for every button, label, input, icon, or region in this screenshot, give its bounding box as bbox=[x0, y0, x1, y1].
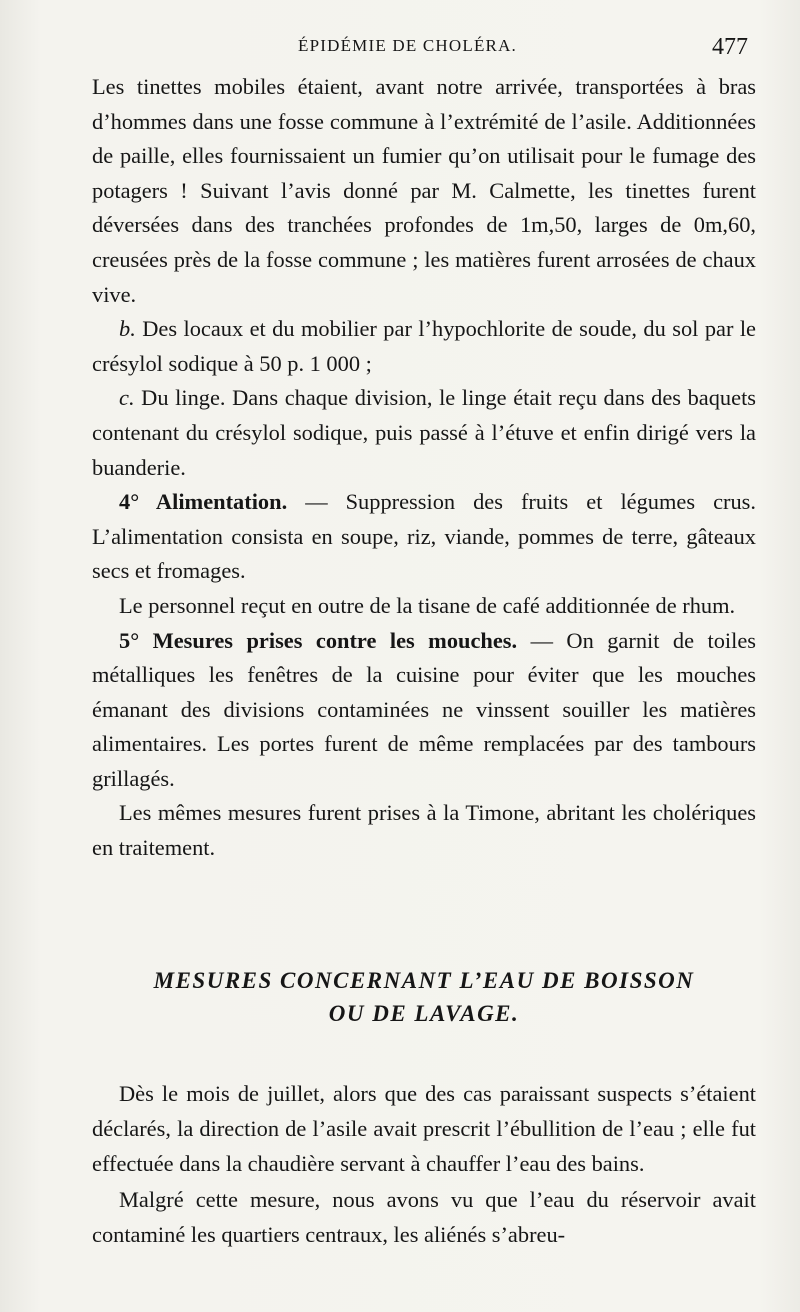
paragraph-c-text: Du linge. Dans chaque division, le linge était reçu dans des baquets contenant du crésylol sodique, puis passé à l’étuve et enfin dirigé vers la buanderie. bbox=[92, 385, 756, 480]
paragraph-tinettes: Les tinettes mobiles étaient, avant notre arrivée, transportées à bras d’hommes dans une fosse commune à l’extrémité de l’asile. Additionnées de paille, elles fournissaient un fumier qu’on utilisait pour le fumage des potagers ! Suivant l’avis donné par M. Calmette, les tinettes furent déversées dans des tranchées profondes de 1m,50, larges de 0m,60, creusées près de la fosse commune ; les matières furent arrosées de chaux vive. bbox=[92, 74, 756, 307]
paragraph-alimentation bbox=[92, 485, 756, 589]
running-title: ÉPIDÉMIE DE CHOLÉRA. bbox=[298, 36, 518, 55]
lower-body-text bbox=[92, 1076, 756, 1252]
paragraph-b-text: Des locaux et du mobilier par l’hypochlorite de soude, du sol par le crésylol sodique à 50 p. 1 000 ; bbox=[92, 316, 756, 376]
paragraph-juillet: Dès le mois de juillet, alors que des cas paraissant suspects s’étaient déclarés, la direction de l’asile avait prescrit l’ébullition de l’eau ; elle fut effectuée dans la chaudière servant à chauffer l’eau des bains. bbox=[92, 1081, 756, 1177]
paragraph-b-locaux bbox=[92, 312, 756, 381]
heading-alimentation: 4° Alimentation. bbox=[119, 489, 288, 515]
paragraph-timone: Les mêmes mesures furent prises à la Timone, abritant les cholériques en traitement. bbox=[92, 800, 756, 861]
item-letter-c: c. bbox=[119, 385, 135, 411]
paragraph-c-linge bbox=[92, 381, 756, 485]
section-heading bbox=[92, 964, 756, 1030]
paragraph-malgre: Malgré cette mesure, nous avons vu que l’eau du réservoir avait contaminé les quartiers centraux, les aliénés s’abreu- bbox=[92, 1186, 756, 1247]
paragraph-personnel: Le personnel reçut en outre de la tisane de café additionnée de rhum. bbox=[119, 592, 736, 618]
paragraph-mouches-text: — On garnit de toiles métalliques les fenêtres de la cuisine pour éviter que les mouches émanant des divisions contaminées ne vinssent souiller les matières alimentaires. Les portes furent de même remplacées par des tambours grillagés. bbox=[92, 627, 756, 791]
page-number: 477 bbox=[712, 34, 748, 60]
section-heading-line-2: OU DE LAVAGE. bbox=[328, 1001, 520, 1026]
heading-mouches: 5° Mesures prises contre les mouches. bbox=[119, 627, 518, 653]
item-letter-b: b. bbox=[119, 316, 136, 342]
running-header bbox=[0, 34, 800, 64]
paragraph-alimentation-text: — Suppression des fruits et légumes crus. L’alimentation consista en soupe, riz, viande, pommes de terre, gâteaux secs et fromages. bbox=[92, 489, 756, 584]
section-heading-line-1: MESURES CONCERNANT L’EAU DE BOISSON bbox=[153, 968, 695, 993]
paragraph-mouches bbox=[92, 624, 756, 797]
body-text bbox=[92, 70, 756, 866]
